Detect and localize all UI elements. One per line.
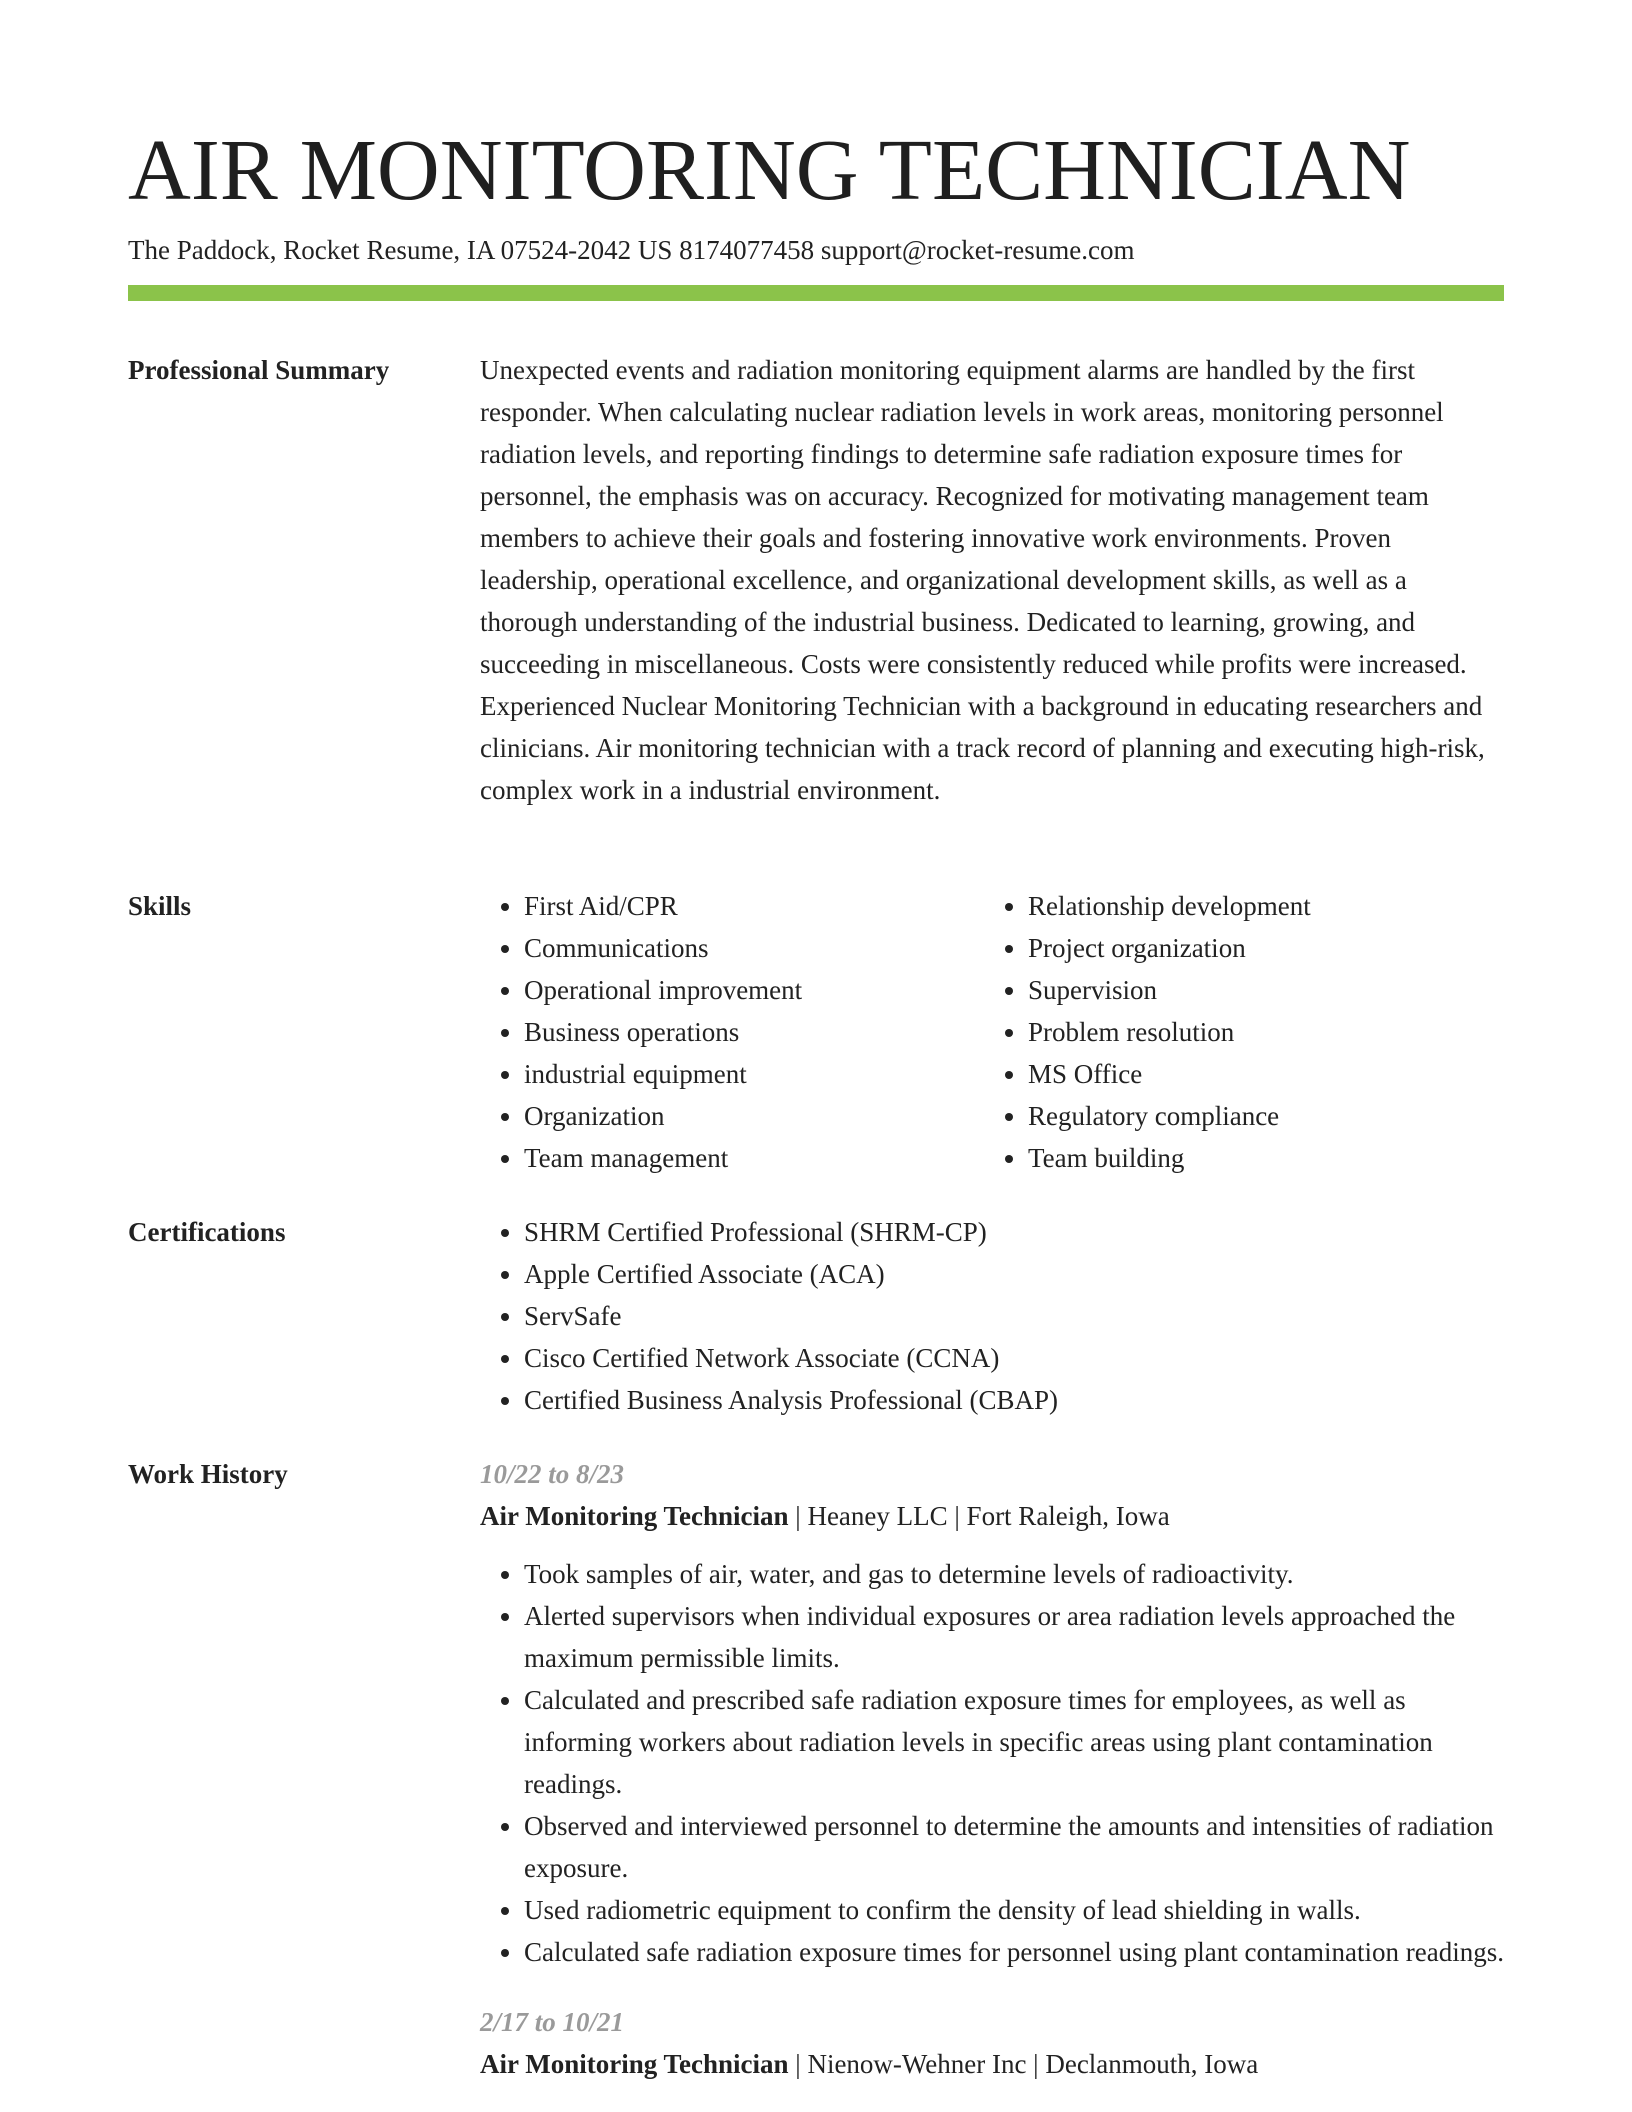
certifications-list [480, 1211, 1504, 1421]
skill-item: • Operational improvement [524, 969, 984, 1011]
skill-item: • First Aid/CPR [524, 885, 984, 927]
skills-list-left [480, 885, 984, 1179]
skill-item: • Regulatory compliance [1028, 1095, 1488, 1137]
job-dates: 2/17 to 10/21 [480, 2007, 625, 2037]
resume-name: AIR MONITORING TECHNICIAN [128, 121, 1411, 218]
job-bullet: • Calculated and prescribed safe radiation exposure times for employees, as well as informing workers about radiation levels in specific areas using plant contamination readings. [524, 1679, 1504, 1805]
job-bullets [480, 1553, 1504, 1973]
skill-item: • Organization [524, 1095, 984, 1137]
section-label-skills: Skills [128, 891, 192, 921]
job-title: Air Monitoring Technician [480, 1501, 789, 1531]
job-entry [480, 2001, 1504, 2085]
skill-item: • Communications [524, 927, 984, 969]
skills-column-right [984, 885, 1488, 1179]
summary-body [480, 349, 1504, 811]
skill-item: • Supervision [1028, 969, 1488, 1011]
skills-list-right [984, 885, 1488, 1179]
job-bullet: • Alerted supervisors when individual exposures or area radiation levels approached the maximum permissible limits. [524, 1595, 1504, 1679]
skill-item: • Problem resolution [1028, 1011, 1488, 1053]
certification-item: • Apple Certified Associate (ACA) [524, 1253, 1504, 1295]
job-heading [480, 2043, 1504, 2085]
skill-item: • MS Office [1028, 1053, 1488, 1095]
certification-item: • Certified Business Analysis Professional (CBAP) [524, 1379, 1504, 1421]
job-bullet: • Calculated safe radiation exposure times for personnel using plant contamination readings. [524, 1931, 1504, 1973]
job-bullet: • Used radiometric equipment to confirm the density of lead shielding in walls. [524, 1889, 1504, 1931]
job-heading [480, 1495, 1504, 1537]
skill-item: • Team building [1028, 1137, 1488, 1179]
job-dates: 10/22 to 8/23 [480, 1459, 625, 1489]
skill-item: • Team management [524, 1137, 984, 1179]
section-label-certifications: Certifications [128, 1217, 286, 1247]
job-title: Air Monitoring Technician [480, 2049, 789, 2079]
certification-item: • SHRM Certified Professional (SHRM-CP) [524, 1211, 1504, 1253]
section-label-summary: Professional Summary [128, 355, 390, 385]
job-details: | Nienow-Wehner Inc | Declanmouth, Iowa [788, 2049, 1259, 2079]
certification-item: • Cisco Certified Network Associate (CCNA) [524, 1337, 1504, 1379]
skills-column-left [480, 885, 984, 1179]
contact-line: The Paddock, Rocket Resume, IA 07524-2042 US 8174077458 support@rocket-resume.com [128, 235, 1135, 265]
header-divider [128, 285, 1504, 301]
skill-item: • Project organization [1028, 927, 1488, 969]
job-bullet: • Took samples of air, water, and gas to determine levels of radioactivity. [524, 1553, 1504, 1595]
certifications-body [480, 1211, 1504, 1421]
skills-body [480, 885, 1504, 1179]
summary-text: Unexpected events and radiation monitoring equipment alarms are handled by the first responder. When calculating nuclear radiation levels in work areas, monitoring personnel radiation levels, and reporting findings to determine safe radiation exposure times for personnel, the emphasis was on accuracy. Recognized for motivating management team members to achieve their goals and fostering innovative work environments. Proven leadership, operational excellence, and organizational development skills, as well as a thorough understanding of the industrial business. Dedicated to learning, growing, and succeeding in miscellaneous. Costs were consistently reduced while profits were increased. Experienced Nuclear Monitoring Technician with a background in educating researchers and clinicians. Air monitoring technician with a track record of planning and executing high-risk, complex work in a industrial environment. [480, 355, 1485, 805]
section-label-work-history: Work History [128, 1459, 288, 1489]
work-history-body [480, 1453, 1504, 2085]
skill-item: • Business operations [524, 1011, 984, 1053]
job-bullet: • Observed and interviewed personnel to determine the amounts and intensities of radiation exposure. [524, 1805, 1504, 1889]
skill-item: • Relationship development [1028, 885, 1488, 927]
certification-item: • ServSafe [524, 1295, 1504, 1337]
job-details: | Heaney LLC | Fort Raleigh, Iowa [788, 1501, 1170, 1531]
job-entry [480, 1453, 1504, 1973]
skill-item: • industrial equipment [524, 1053, 984, 1095]
